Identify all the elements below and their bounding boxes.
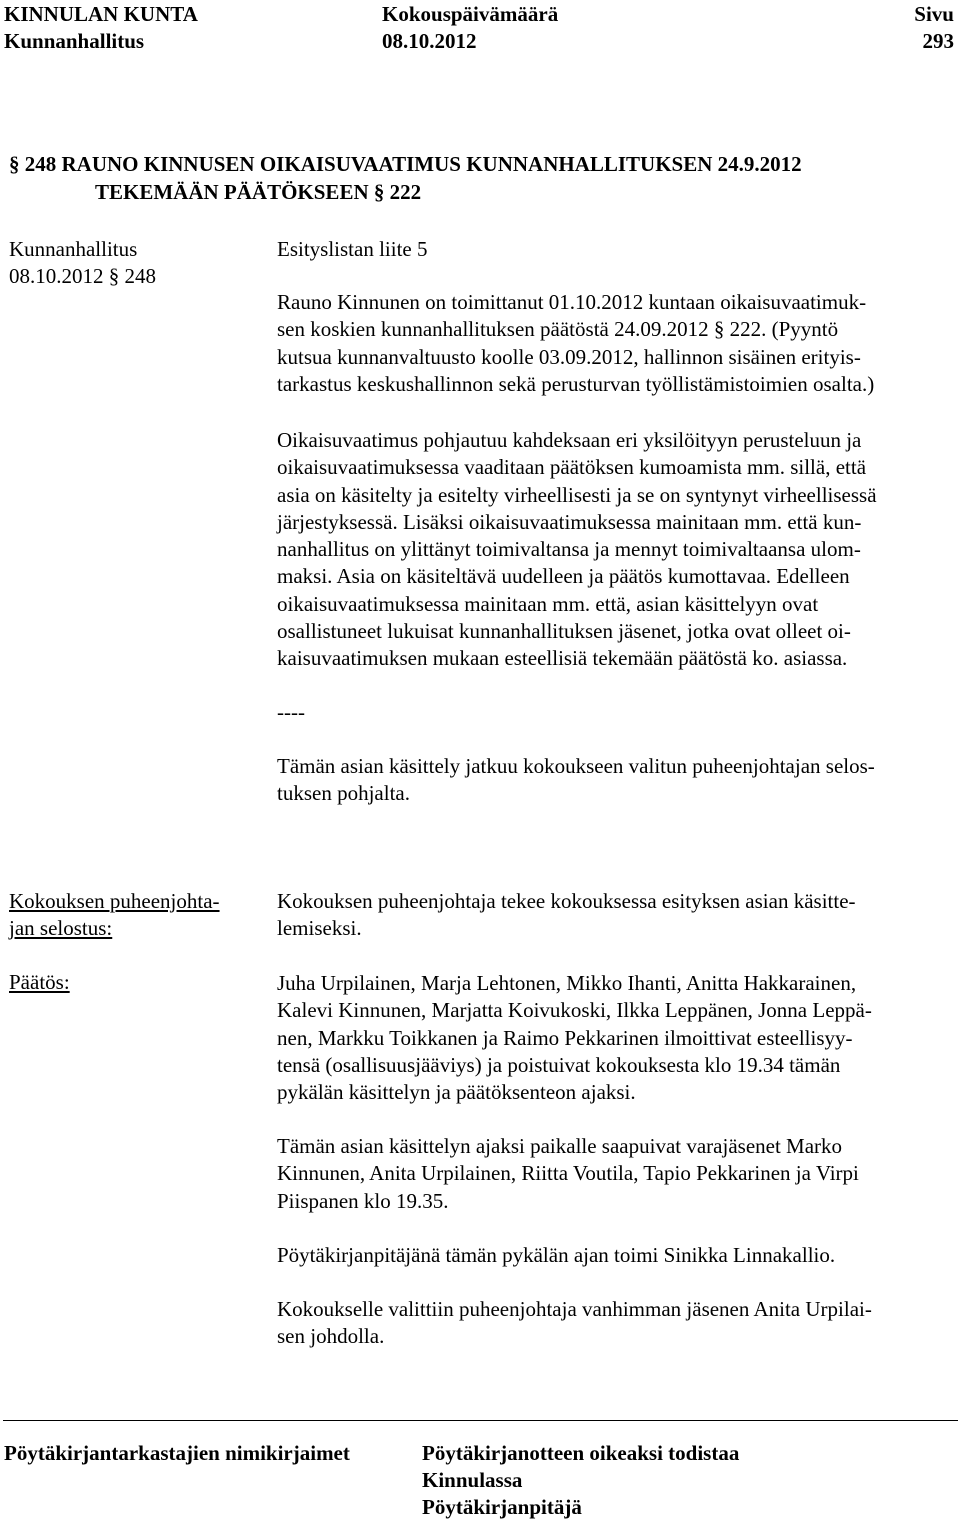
meta-reference: 08.10.2012 § 248	[9, 264, 156, 288]
text-line: Tämän asian käsittelyn ajaksi paikalle saapuivat varajäsenet Marko	[277, 1134, 843, 1158]
decision-paragraph-1	[277, 970, 957, 1106]
text-line: osallistuneet lukuisat kunnanhallituksen jäsenet, jotka ovat olleet oi-	[277, 619, 851, 644]
organization-name: KINNULAN KUNTA	[4, 2, 198, 26]
text-line: Kokouksen puheenjohtaja tekee kokouksessa esityksen asian käsitte-	[277, 889, 856, 913]
text-line: asia on käsitelty ja esitelty virheellisesti ja se on syntynyt virheellisessä	[277, 482, 877, 507]
page-label: Sivu	[914, 2, 954, 26]
chair-label-line: Kokouksen puheenjohta-	[9, 889, 220, 913]
footer-initials-label: Pöytäkirjantarkastajien nimikirjaimet	[4, 1441, 350, 1465]
agenda-attachment: Esityslistan liite 5	[277, 237, 428, 261]
decision-label: Päätös:	[9, 970, 70, 994]
text-line: Piispanen klo 19.35.	[277, 1188, 449, 1213]
text-line: Tämän asian käsittely jatkuu kokoukseen valitun puheenjohtajan selos-	[277, 754, 875, 778]
intro-paragraph	[277, 289, 957, 398]
text-line: Kokoukselle valittiin puheenjohtaja vanhimman jäsenen Anita Urpilai-	[277, 1297, 872, 1321]
text-line: nanhallitus on ylittänyt toimivaltansa ja mennyt toimivaltaansa ulom-	[277, 537, 861, 562]
text-line: Pöytäkirjanpitäjänä tämän pykälän ajan toimi Sinikka Linnakallio.	[277, 1243, 836, 1267]
meta-body: Kunnanhallitus	[9, 237, 138, 261]
text-line: Kinnunen, Anita Urpilainen, Riitta Voutila, Tapio Pekkarinen ja Virpi	[277, 1161, 859, 1186]
text-line: tensä (osallisuusjääviys) ja poistuivat kokouksesta klo 19.34 tämän	[277, 1052, 841, 1077]
text-line: järjestyksessä. Lisäksi oikaisuvaatimuksessa mainitaan mm. että kun-	[277, 509, 862, 534]
text-line: sen johdolla.	[277, 1324, 385, 1349]
text-line: kutsua kunnanvaltuusto koolle 03.09.2012, hallinnon sisäinen erityis-	[277, 344, 861, 369]
text-line: lemiseksi.	[277, 916, 362, 941]
text-line: pykälän käsittelyn ja päätöksenteon ajaksi.	[277, 1080, 636, 1105]
text-line: Oikaisuvaatimus pohjautuu kahdeksaan eri yksilöityyn perusteluun ja	[277, 428, 862, 452]
decision-paragraph-4	[277, 1296, 957, 1351]
text-line: oikaisuvaatimuksessa mainitaan mm. että, asian käsittelyyn ovat	[277, 591, 819, 616]
text-line: oikaisuvaatimuksessa vaaditaan päätöksen kumoamista mm. sillä, että	[277, 455, 867, 480]
text-line: sen koskien kunnanhallituksen päätöstä 24.09.2012 § 222. (Pyyntö	[277, 317, 839, 342]
text-line: Juha Urpilainen, Marja Lehtonen, Mikko Ihanti, Anitta Hakkarainen,	[277, 971, 857, 995]
section-title-line-1: § 248 RAUNO KINNUSEN OIKAISUVAATIMUS KUNNANHALLITUKSEN 24.9.2012	[9, 152, 802, 176]
chair-label	[9, 888, 259, 943]
footer-secretary-label: Pöytäkirjanpitäjä	[422, 1495, 582, 1519]
text-line: Kalevi Kinnunen, Marjatta Koivukoski, Ilkka Leppänen, Jonna Leppä-	[277, 998, 872, 1023]
claim-paragraph	[277, 427, 957, 673]
footer-place: Kinnulassa	[422, 1468, 523, 1492]
meeting-date: 08.10.2012	[382, 29, 477, 53]
section-title-line-2: TEKEMÄÄN PÄÄTÖKSEEN § 222	[95, 180, 422, 204]
footer-divider	[3, 1420, 958, 1421]
decision-paragraph-3	[277, 1242, 957, 1269]
meeting-date-label: Kokouspäivämäärä	[382, 2, 559, 26]
text-line: nen, Markku Toikkanen ja Raimo Pekkarinen ilmoittivat esteellisyy-	[277, 1025, 853, 1050]
continuation-paragraph	[277, 753, 957, 808]
text-line: tuksen pohjalta.	[277, 781, 410, 806]
meeting-body: Kunnanhallitus	[4, 29, 145, 53]
text-line: Rauno Kinnunen on toimittanut 01.10.2012 kuntaan oikaisuvaatimuk-	[277, 290, 867, 314]
decision-paragraph-2	[277, 1133, 957, 1215]
chair-label-line: jan selostus:	[9, 916, 113, 941]
footer-certification-label: Pöytäkirjanotteen oikeaksi todistaa	[422, 1441, 740, 1465]
separator-dashes: ----	[277, 700, 305, 724]
text-line: tarkastus keskushallinnon sekä perusturvan työllistämistoimien osalta.)	[277, 371, 875, 396]
chair-text	[277, 888, 957, 943]
text-line: kaisuvaatimuksen mukaan esteellisiä tekemään päätöstä ko. asiassa.	[277, 646, 848, 671]
page-number: 293	[922, 29, 954, 53]
text-line: maksi. Asia on käsiteltävä uudelleen ja päätös kumottavaa. Edelleen	[277, 564, 850, 589]
